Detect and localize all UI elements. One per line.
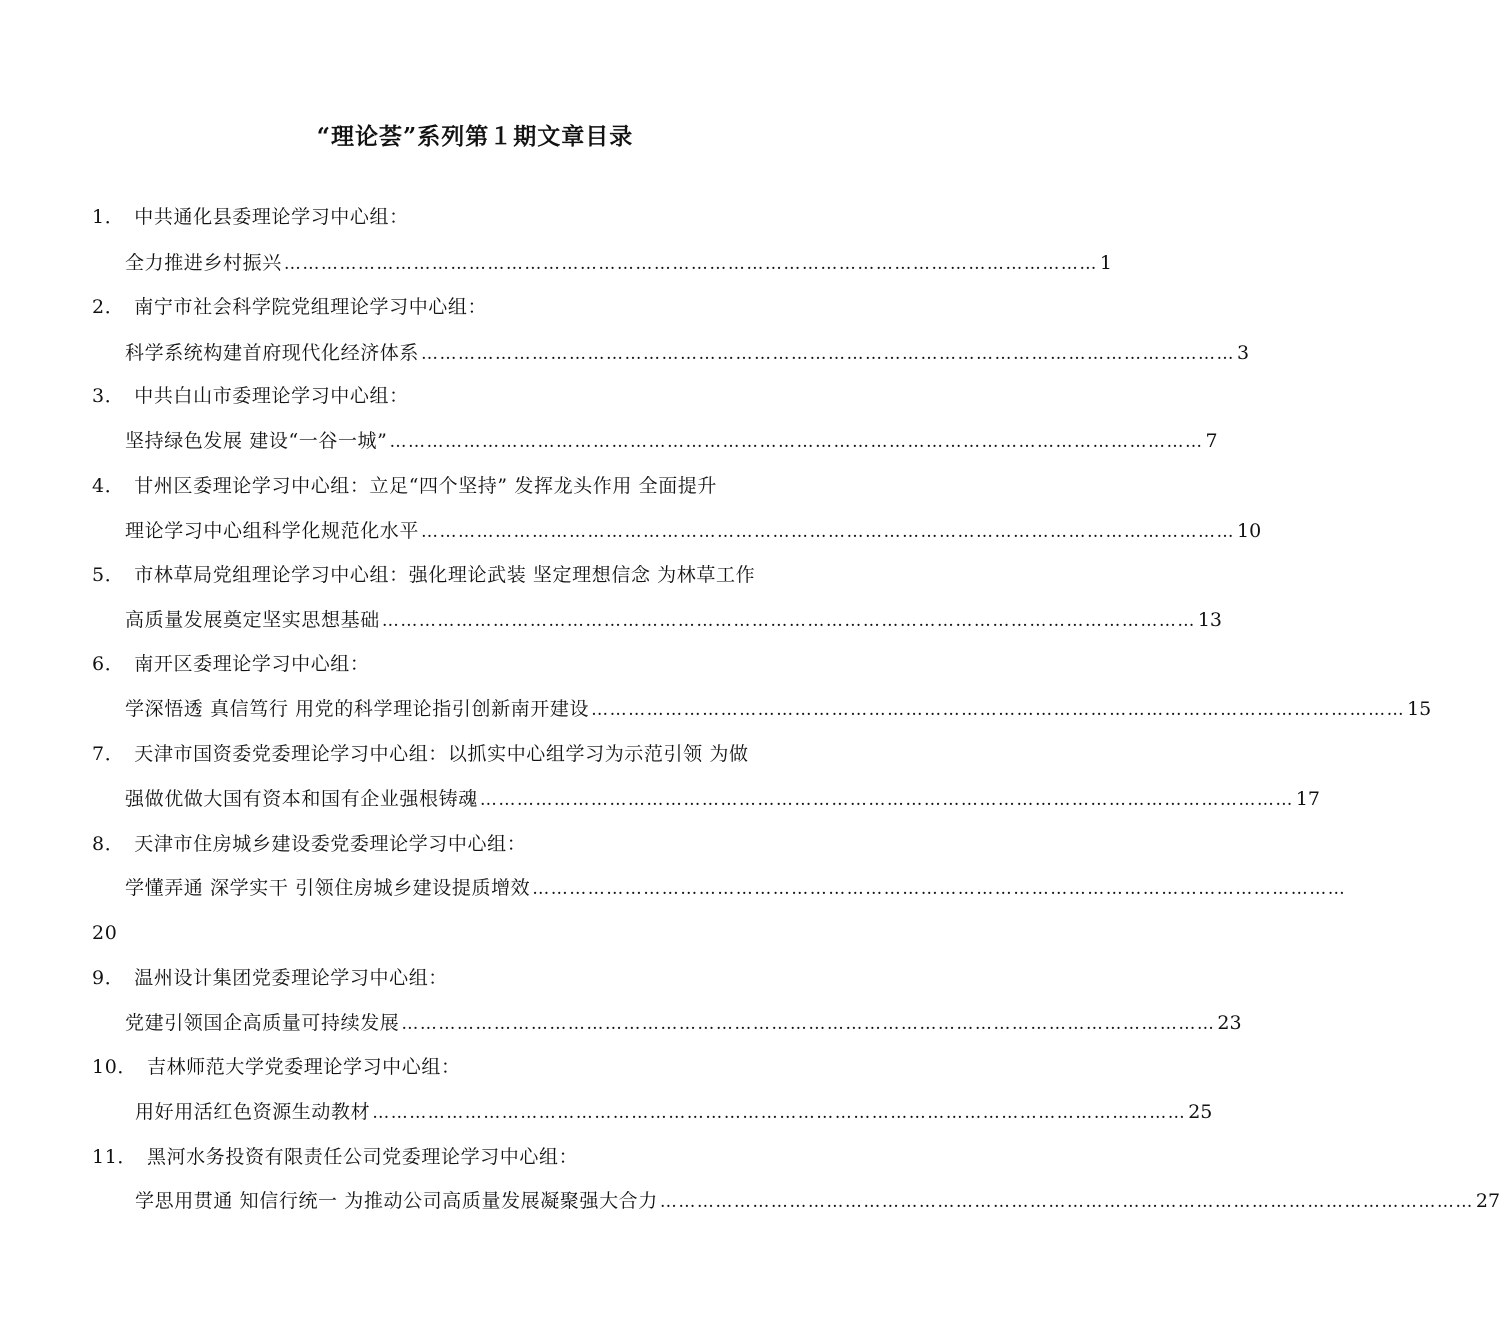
toc-entry-org: 温州设计集团党委理论学习中心组：: [134, 967, 448, 989]
toc-entry-4-title-row[interactable]: [125, 516, 1262, 546]
toc-entry-title: 用好用活红色资源生动教材: [135, 1101, 371, 1123]
toc-entry-number: 2．: [92, 296, 125, 318]
toc-entry-3-heading: [92, 381, 409, 411]
toc-entry-org: 天津市国资委党委理论学习中心组：以抓实中心组学习为示范引领 为做: [134, 743, 749, 765]
dot-leader: ……………………………………………………………………………………………………………………: [372, 1103, 1187, 1123]
toc-entry-number: 10．: [92, 1056, 137, 1078]
toc-entry-9-heading: [92, 963, 448, 993]
dot-leader: ……………………………………………………………………………………………………………………: [381, 611, 1196, 631]
dot-leader: ……………………………………………………………………………………………………………………: [401, 1014, 1216, 1034]
toc-entry-org: 南开区委理论学习中心组：: [134, 653, 370, 675]
toc-entry-number: 8．: [92, 833, 125, 855]
toc-entry-org: 吉林师范大学党委理论学习中心组：: [146, 1056, 461, 1078]
dot-leader: ……………………………………………………………………………………………………………………: [659, 1192, 1474, 1212]
toc-entry-10-heading: [92, 1052, 461, 1082]
toc-entry-5-title-row[interactable]: [125, 605, 1222, 635]
toc-entry-page: 23: [1217, 1012, 1242, 1034]
toc-entry-title: 科学系统构建首府现代化经济体系: [125, 342, 420, 364]
toc-entry-number: 9．: [92, 967, 125, 989]
dot-leader: ……………………………………………………………………………………………………………………: [421, 522, 1236, 542]
dot-leader: ……………………………………………………………………………………………………………………: [389, 432, 1204, 452]
toc-entry-title: 学深悟透 真信笃行 用党的科学理论指引创新南开建设: [125, 698, 590, 720]
toc-entry-11-title-row[interactable]: [135, 1186, 1500, 1216]
toc-entry-6-title-row[interactable]: [125, 694, 1432, 724]
toc-entry-1-heading: [92, 202, 409, 232]
toc-entry-title: 党建引领国企高质量可持续发展: [125, 1012, 400, 1034]
toc-entry-page: 10: [1237, 520, 1262, 542]
toc-entry-page: 1: [1099, 252, 1112, 274]
toc-entry-page: 7: [1205, 430, 1218, 452]
toc-entry-number: 5．: [92, 564, 125, 586]
toc-entry-number: 4．: [92, 475, 125, 497]
toc-entry-number: 1．: [92, 206, 125, 228]
toc-entry-2-title-row[interactable]: [125, 338, 1250, 368]
toc-entry-title: 学懂弄通 深学实干 引领住房城乡建设提质增效: [125, 877, 531, 899]
toc-entry-title: 强做优做大国有资本和国有企业强根铸魂: [125, 788, 478, 810]
toc-entry-6-heading: [92, 649, 370, 679]
toc-entry-page: 20: [92, 922, 118, 944]
toc-entry-page: 27: [1475, 1190, 1500, 1212]
toc-entry-7-heading: [92, 739, 749, 769]
toc-entry-title: 全力推进乡村振兴: [125, 252, 282, 274]
dot-leader: ……………………………………………………………………………………………………………………: [591, 700, 1406, 720]
toc-entry-page: 25: [1188, 1101, 1213, 1123]
toc-entry-8-title-row[interactable]: [125, 873, 1347, 903]
toc-entry-title: 高质量发展奠定坚实思想基础: [125, 609, 380, 631]
toc-entry-page: 17: [1295, 788, 1320, 810]
dot-leader: ……………………………………………………………………………………………………………………: [421, 344, 1236, 364]
toc-entry-3-title-row[interactable]: [125, 426, 1218, 456]
toc-entry-7-title-row[interactable]: [125, 784, 1320, 814]
toc-entry-org: 天津市住房城乡建设委党委理论学习中心组：: [134, 833, 527, 855]
toc-entry-11-heading: [92, 1142, 578, 1172]
toc-entry-org: 中共通化县委理论学习中心组：: [134, 206, 409, 228]
toc-entry-org: 市林草局党组理论学习中心组：强化理论武装 坚定理想信念 为林草工作: [134, 564, 756, 586]
toc-entry-2-heading: [92, 292, 487, 322]
toc-entry-org: 甘州区委理论学习中心组：立足“四个坚持” 发挥龙头作用 全面提升: [134, 475, 718, 497]
toc-entry-number: 11．: [92, 1146, 137, 1168]
toc-entry-9-title-row[interactable]: [125, 1008, 1242, 1038]
toc-entry-org: 南宁市社会科学院党组理论学习中心组：: [134, 296, 488, 318]
toc-entry-title: 理论学习中心组科学化规范化水平: [125, 520, 420, 542]
dot-leader: ……………………………………………………………………………………………………………………: [479, 790, 1294, 810]
toc-entry-number: 3．: [92, 385, 125, 407]
toc-entry-1-title-row[interactable]: [125, 248, 1112, 278]
toc-entry-8-page-row: [92, 918, 117, 948]
toc-entry-number: 7．: [92, 743, 125, 765]
toc-entry-5-heading: [92, 560, 755, 590]
toc-entry-4-heading: [92, 471, 717, 501]
toc-entry-page: 13: [1197, 609, 1222, 631]
document-title: “理论荟”系列第１期文章目录: [316, 123, 634, 150]
toc-entry-page: 3: [1237, 342, 1250, 364]
toc-entry-title: 学思用贯通 知信行统一 为推动公司高质量发展凝聚强大合力: [135, 1190, 658, 1212]
toc-entry-page: 15: [1407, 698, 1432, 720]
toc-entry-org: 中共白山市委理论学习中心组：: [134, 385, 409, 407]
toc-entry-number: 6．: [92, 653, 125, 675]
toc-entry-10-title-row[interactable]: [135, 1097, 1213, 1127]
toc-entry-org: 黑河水务投资有限责任公司党委理论学习中心组：: [146, 1146, 579, 1168]
toc-entry-title: 坚持绿色发展 建设“一谷一城”: [125, 430, 388, 452]
toc-entry-8-heading: [92, 829, 526, 859]
dot-leader: ……………………………………………………………………………………………………………………: [532, 879, 1347, 899]
dot-leader: ……………………………………………………………………………………………………………………: [283, 254, 1098, 274]
